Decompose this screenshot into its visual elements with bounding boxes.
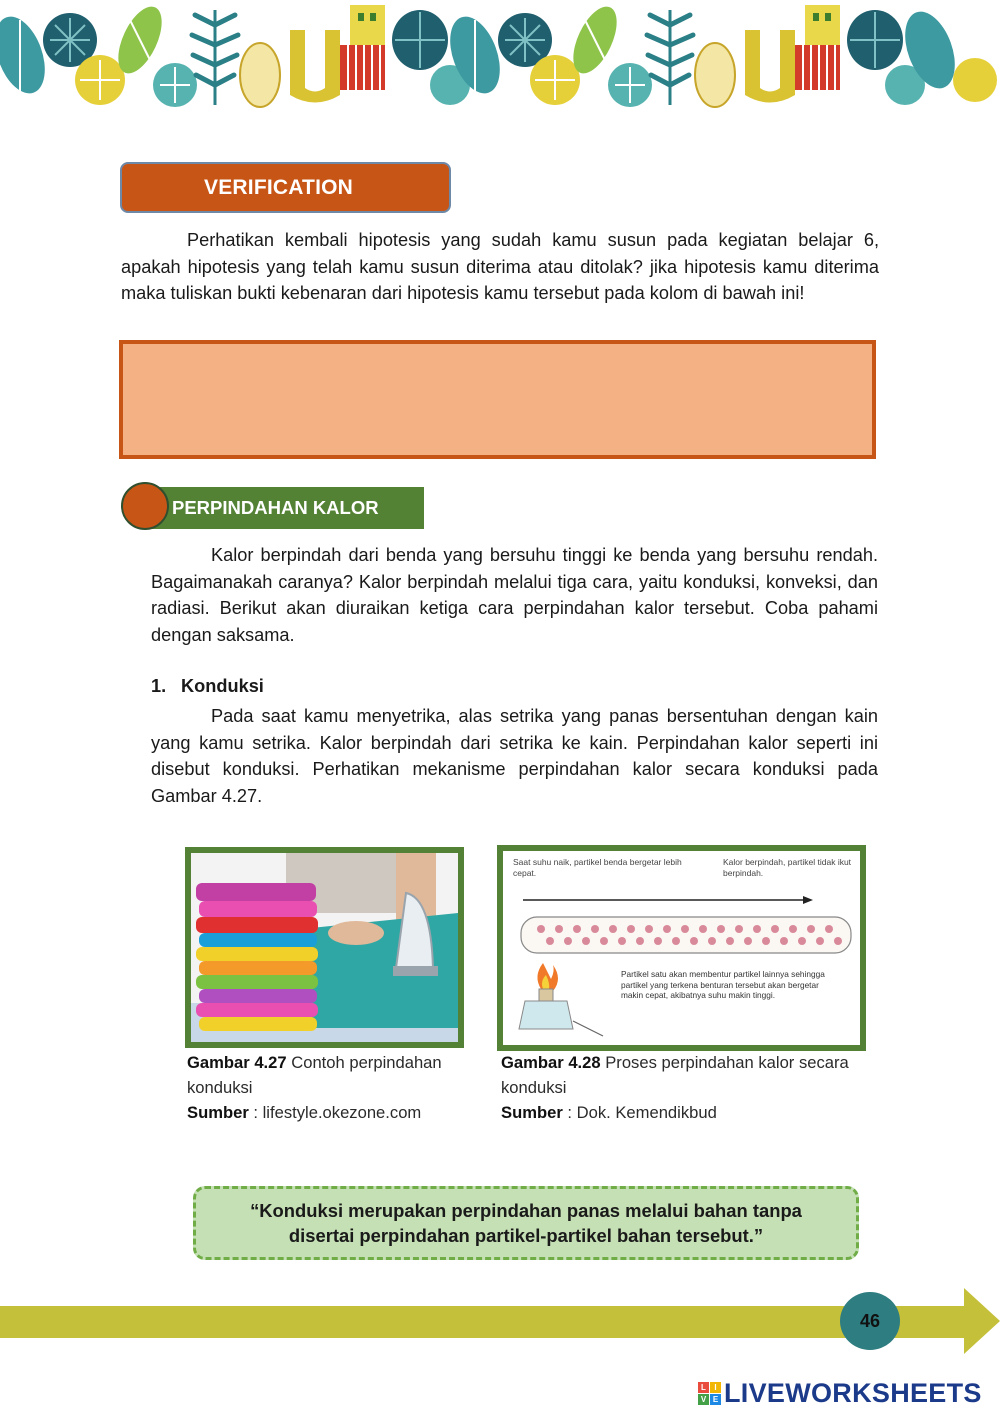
definition-quote-box: “Konduksi merupakan perpindahan panas melalui bahan tanpa disertai perpindahan partikel-partikel bahan tersebut.” (193, 1186, 859, 1260)
liveworksheets-brand-text: LIVEWORKSHEETS (724, 1377, 982, 1408)
logo-letter-i: I (710, 1382, 721, 1393)
section-bullet-circle (121, 482, 169, 530)
diagram-note-right: Kalor berpindah, partikel tidak ikut berpindah. (723, 857, 852, 878)
footer-bar (0, 1306, 972, 1338)
konduksi-title: Konduksi (181, 676, 264, 696)
conduction-diagram-illustration (503, 851, 860, 1045)
liveworksheets-logo-icon (698, 1382, 721, 1405)
verification-paragraph: Perhatikan kembali hipotesis yang sudah kamu susun pada kegiatan belajar 6, apakah hipotesis yang telah kamu susun diterima atau ditolak? jika hipotesis kamu diterima maka tuliskan bukti kebenaran dari hipotesis kamu tersebut pada kolom di bawah ini! (121, 230, 879, 304)
footer-arrow-icon (964, 1288, 1000, 1354)
figure-ironing-photo (185, 847, 464, 1048)
figure-2-source: : Dok. Kemendikbud (562, 1102, 717, 1122)
figure-2-caption-text: Proses perpindahan kalor secara konduksi (501, 1053, 849, 1097)
liveworksheets-logo (698, 1376, 982, 1410)
logo-letter-l: L (698, 1382, 709, 1393)
ironing-illustration (191, 853, 458, 1042)
figure-2-label: Gambar 4.28 (501, 1053, 601, 1072)
konduksi-heading (151, 676, 264, 697)
leaf-pattern-illustration (0, 0, 1000, 118)
answer-input-box[interactable] (119, 340, 876, 459)
decorative-header (0, 0, 1000, 118)
section-intro-paragraph: Kalor berpindah dari benda yang bersuhu tinggi ke benda yang bersuhu rendah. Bagaimanakah caranya? Kalor berpindah melalui tiga cara, yaitu konduksi, konveksi, dan radiasi. Berikut akan diuraikan ketiga cara perpindahan kalor tersebut. Coba pahami dengan saksama. (151, 545, 878, 645)
figure-conduction-diagram (497, 845, 866, 1051)
figure-1-caption (187, 1051, 487, 1125)
figure-1-label: Gambar 4.27 (187, 1053, 287, 1072)
verification-title: VERIFICATION (120, 162, 451, 213)
konduksi-paragraph: Pada saat kamu menyetrika, alas setrika yang panas bersentuhan dengan kain yang kamu setrika. Kalor berpindah dari setrika ke kain. Perpindahan kalor seperti ini disebut konduksi. Perhatikan mekanisme perpindahan kalor secara konduksi pada Gambar 4.27. (151, 706, 878, 806)
section-title: PERPINDAHAN KALOR (150, 487, 424, 529)
logo-letter-e: E (710, 1394, 721, 1405)
figure-2-source-label: Sumber (501, 1102, 563, 1122)
figure-1-source-label: Sumber (187, 1102, 249, 1122)
page-number-badge: 46 (840, 1292, 900, 1350)
konduksi-number: 1. (151, 676, 167, 696)
figure-2-caption (501, 1051, 861, 1125)
diagram-note-bottom: Partikel satu akan membentur partikel lainnya sehingga partikel yang terkena benturan tersebut akan bergetar makin cepat, akibatnya suhu makin tinggi. (621, 969, 825, 1000)
figure-1-source: : lifestyle.okezone.com (248, 1102, 422, 1122)
logo-letter-v: V (698, 1394, 709, 1405)
diagram-note-left: Saat suhu naik, partikel benda bergetar lebih cepat. (513, 857, 682, 878)
figure-1-caption-text: Contoh perpindahan konduksi (187, 1053, 442, 1097)
